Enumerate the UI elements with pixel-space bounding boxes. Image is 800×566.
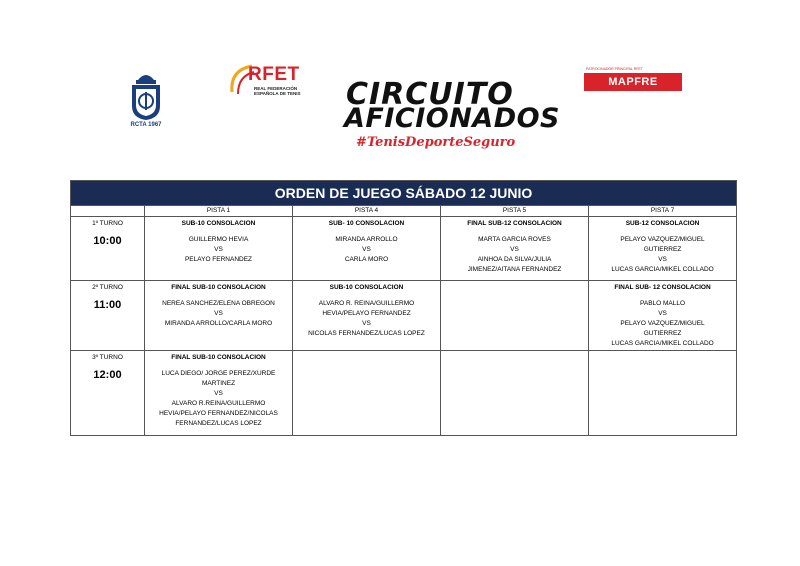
match-title: FINAL SUB-12 CONSOLACION [467,220,562,227]
match-cell [589,281,737,351]
rcta-label: RCTA 1967 [130,122,162,128]
match-line: FERNANDEZ/LUCAS LOPEZ [175,420,262,427]
turn-cell [71,281,145,351]
match-line: GUTIERREZ [643,246,682,253]
rfet-name: RFET [248,64,300,85]
match-cell [293,351,441,436]
circuito-hashtag: #TenisDeporteSeguro [356,135,516,150]
match-title: FINAL SUB-10 CONSOLACION [171,284,266,291]
rcta-crest-icon [124,70,168,122]
court-header: PISTA 7 [589,206,737,217]
match-line: MARTA GARCIA ROVES [478,236,551,243]
court-header: PISTA 5 [441,206,589,217]
rfet-subtitle-line1: REAL FEDERACIÓN [254,86,298,91]
match-line: MIRANDA ARROLLO/CARLA MORO [164,320,273,327]
turn-cell [71,217,145,281]
match-cell [441,217,589,281]
match-line: ALVARO R.REINA/GUILLERMO [171,400,266,407]
schedule-title: ORDEN DE JUEGO SÁBADO 12 JUNIO [71,181,737,206]
match-line: JIMENEZ/AITANA FERNANDEZ [467,266,562,273]
match-title: SUB-10 CONSOLACION [329,284,404,291]
rfet-subtitle [254,86,301,96]
match-cell [293,281,441,351]
match-line: GUILLERMO HEVIA [188,236,249,243]
turn-label: 2º TURNO [92,284,123,291]
turn-row [71,351,737,436]
circuito-line2: AFICIONADOS [344,103,561,134]
mapfre-top-text: PATROCINADOR PRINCIPAL RFET [586,67,643,71]
turn-label: 3º TURNO [92,354,123,361]
match-title: FINAL SUB- 12 CONSOLACION [614,284,711,291]
match-line: VS [214,246,223,253]
turn-cell [71,351,145,436]
match-line: PELAYO FERNANDEZ [184,256,253,263]
match-line: HEVIA/PELAYO FERNANDEZ [322,310,411,317]
schedule-table [70,180,737,436]
match-line: MIRANDA ARROLLO [335,236,398,243]
match-cell [441,281,589,351]
circuito-aficionados-logo [342,77,578,157]
match-title: SUB- 10 CONSOLACION [328,220,405,227]
turn-time: 11:00 [93,299,122,311]
circuito-line1: CIRCUITO [346,77,514,112]
match-line: NEREA SANCHEZ/ELENA OBREGON [162,300,275,307]
match-line: ALVARO R. REINA/GUILLERMO [318,300,415,307]
match-line: VS [214,310,223,317]
court-header-row [71,206,737,217]
court-header: PISTA 1 [145,206,293,217]
match-cell [589,351,737,436]
match-line: GUTIERREZ [643,330,682,337]
match-line: PABLO MALLO [640,300,686,307]
turn-label: 1º TURNO [92,220,123,227]
match-cell [441,351,589,436]
match-line: VS [658,310,667,317]
match-cell [145,217,293,281]
mapfre-logo [584,67,682,93]
match-title: FINAL SUB-10 CONSOLACION [171,354,266,361]
match-line: VS [214,390,223,397]
match-line: PELAYO VAZQUEZ/MIGUEL [620,236,705,243]
match-cell [293,217,441,281]
match-line: LUCAS GARCIA/MIKEL COLLADO [611,266,714,273]
match-line: VS [362,246,371,253]
match-title: SUB-10 CONSOLACION [181,220,256,227]
match-line: VS [510,246,519,253]
turn-row [71,217,737,281]
turn-row [71,281,737,351]
match-line: VS [658,256,667,263]
match-title: SUB-12 CONSOLACION [625,220,700,227]
turn-time: 12:00 [93,369,122,381]
court-header: PISTA 4 [293,206,441,217]
match-line: LUCAS GARCIA/MIKEL COLLADO [611,340,714,347]
match-line: VS [362,320,371,327]
turn-time: 10:00 [93,235,122,247]
rfet-logo [226,62,322,102]
rfet-subtitle-line2: ESPAÑOLA DE TENIS [254,91,301,96]
match-line: CARLA MORO [344,256,389,263]
match-line: NICOLAS FERNANDEZ/LUCAS LOPEZ [308,330,425,337]
match-line: AINHOA DA SILVA/JULIA [477,256,552,263]
match-line: MARTINEZ [201,380,236,387]
header-empty [71,206,145,217]
match-cell [145,351,293,436]
match-line: PELAYO VAZQUEZ/MIGUEL [620,320,705,327]
mapfre-name: MAPFRE [584,73,682,91]
match-line: LUCA DIEGO/ JORGE PEREZ/XURDE [161,370,276,377]
match-cell [589,217,737,281]
match-line: HEVIA/PELAYO FERNANDEZ/NICOLAS [159,410,278,417]
match-cell [145,281,293,351]
